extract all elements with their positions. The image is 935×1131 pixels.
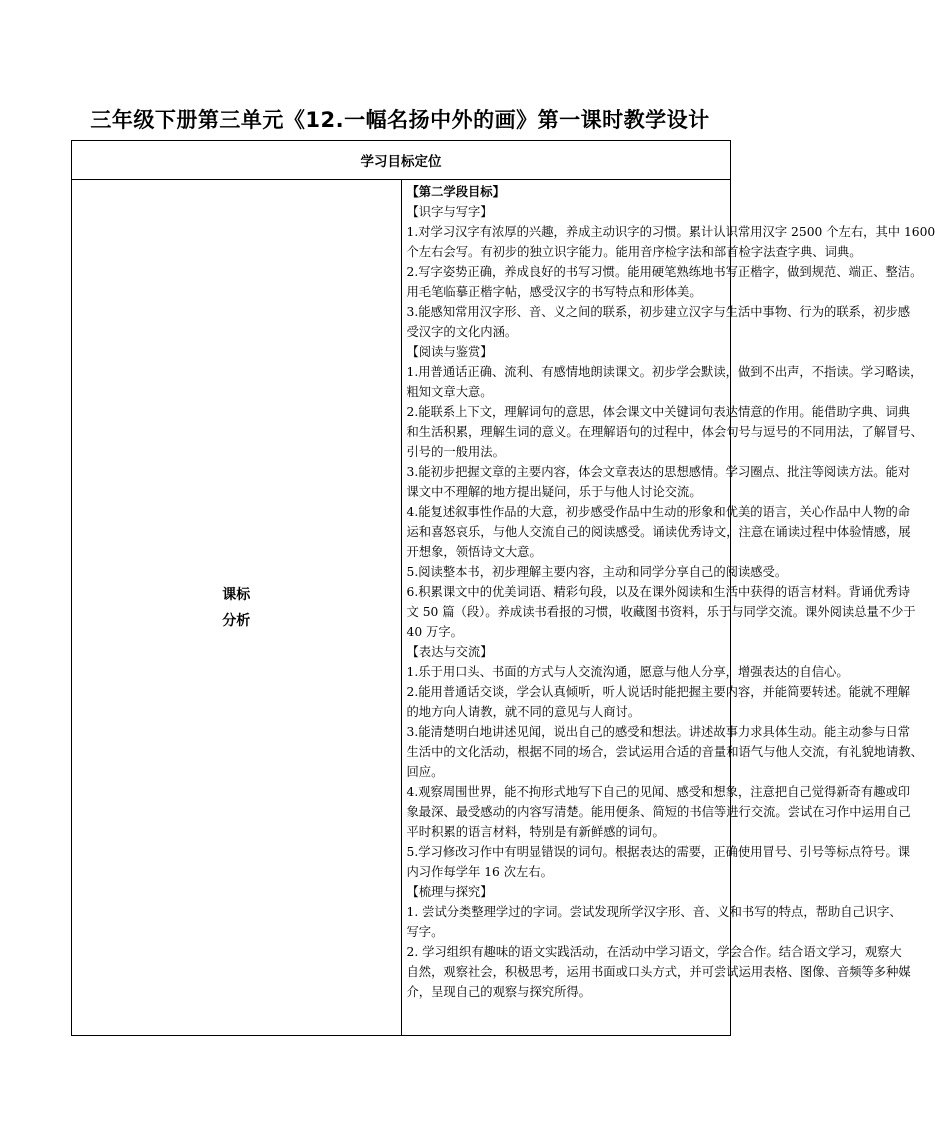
content-line: 引号的一般用法。: [406, 445, 505, 459]
section-heading: 【第二学段目标】: [406, 185, 505, 199]
row-label-line-1: 课标: [222, 586, 251, 603]
content-cell: [401, 180, 935, 1036]
content-line: 5.学习修改习作中有明显错误的词句。根据表达的需要，正确使用冒号、引号等标点符号。课: [406, 845, 911, 859]
content-line: 的地方向人请教，就不同的意见与人商讨。: [406, 705, 641, 719]
content-line: 象最深、最受感动的内容写清楚。能用便条、简短的书信等进行交流。尝试在习作中运用自己: [406, 805, 911, 819]
content-line: 生活中的文化活动，根据不同的场合，尝试运用合适的音量和语气与他人交流，有礼貌地请教、: [406, 745, 923, 759]
content-line: 2.能联系上下文，理解词句的意思，体会课文中关键词句表达情意的作用。能借助字典、词典: [406, 405, 911, 419]
content-line: 用毛笔临摹正楷字帖，感受汉字的书写特点和形体美。: [406, 285, 702, 299]
content-line: 40 万字。: [406, 625, 463, 639]
section-heading: 【识字与写字】: [406, 205, 493, 219]
objectives-table: [71, 140, 935, 1036]
content-line: 1.用普通话正确、流利、有感情地朗读课文。初步学会默读，做到不出声，不指读。学习略读，: [406, 365, 923, 379]
section-heading: 【表达与交流】: [406, 645, 493, 659]
content-line: 回应。: [406, 765, 444, 779]
content-line: 开想象，领悟诗文大意。: [406, 545, 542, 559]
content-line: 4.能复述叙事性作品的大意，初步感受作品中生动的形象和优美的语言，关心作品中人物的命: [406, 505, 911, 519]
content-line: 3.能清楚明白地讲述见闻，说出自己的感受和想法。讲述故事力求具体生动。能主动参与日常: [406, 725, 911, 739]
document-title: 三年级下册第三单元《12.一幅名扬中外的画》第一课时教学设计: [90, 108, 710, 132]
content-line: 介，呈现自己的观察与探究所得。: [406, 985, 591, 999]
content-line: 个左右会写。有初步的独立识字能力。能用音序检字法和部首检字法查字典、词典。: [406, 245, 862, 259]
content-line: 1. 尝试分类整理学过的字词。尝试发现所学汉字形、音、义和书写的特点，帮助自己识字、: [406, 905, 902, 919]
section-heading: 【阅读与鉴赏】: [406, 345, 493, 359]
content-line: 3.能初步把握文章的主要内容，体会文章表达的思想感情。学习圈点、批注等阅读方法。能对: [406, 465, 911, 479]
content-line: 1.对学习汉字有浓厚的兴趣，养成主动识字的习惯。累计认识常用汉字 2500 个左右，其中 1600: [406, 225, 935, 239]
content-line: 内习作每学年 16 次左右。: [406, 865, 553, 879]
content-line: 自然，观察社会，积极思考，运用书面或口头方式，并可尝试运用表格、图像、音频等多种媒: [406, 965, 911, 979]
content-line: 课文中不理解的地方提出疑问，乐于与他人讨论交流。: [406, 485, 702, 499]
row-label-line-2: 分析: [222, 612, 251, 629]
table-header: 学习目标定位: [72, 141, 731, 180]
content-line: 5.阅读整本书，初步理解主要内容，主动和同学分享自己的阅读感受。: [406, 565, 788, 579]
content-line: 3.能感知常用汉字形、音、义之间的联系，初步建立汉字与生活中事物、行为的联系，初步感: [406, 305, 911, 319]
row-label-cell: [72, 180, 402, 1036]
table-body-row: [72, 180, 731, 1036]
content-line: 2.能用普通话交谈，学会认真倾听，听人说话时能把握主要内容，并能简要转述。能就不理解: [406, 685, 911, 699]
content-line: 4.观察周围世界，能不拘形式地写下自己的见闻、感受和想象，注意把自己觉得新奇有趣或印: [406, 785, 911, 799]
content-line: 和生活积累，理解生词的意义。在理解语句的过程中，体会句号与逗号的不同用法，了解冒号、: [406, 425, 923, 439]
content-line: 平时积累的语言材料，特别是有新鲜感的词句。: [406, 825, 665, 839]
content-lines: [406, 182, 935, 1002]
content-line: 文 50 篇（段）。养成读书看报的习惯，收藏图书资料，乐于与同学交流。课外阅读总量不少于: [406, 605, 916, 619]
content-line: 1.乐于用口头、书面的方式与人交流沟通，愿意与他人分享，增强表达的自信心。: [406, 665, 849, 679]
content-line: 6.积累课文中的优美词语、精彩句段，以及在课外阅读和生活中获得的语言材料。背诵优秀诗: [406, 585, 911, 599]
content-line: 粗知文章大意。: [406, 385, 493, 399]
content-line: 受汉字的文化内涵。: [406, 325, 518, 339]
section-heading: 【梳理与探究】: [406, 885, 493, 899]
content-line: 运和喜怒哀乐，与他人交流自己的阅读感受。诵读优秀诗文，注意在诵读过程中体验情感，展: [406, 525, 911, 539]
content-line: 写字。: [406, 925, 444, 939]
table-header-row: [72, 141, 731, 180]
content-line: 2.写字姿势正确，养成良好的书写习惯。能用硬笔熟练地书写正楷字，做到规范、端正、整洁。: [406, 265, 923, 279]
content-line: 2. 学习组织有趣味的语文实践活动，在活动中学习语文，学会合作。结合语文学习，观察大: [406, 945, 902, 959]
